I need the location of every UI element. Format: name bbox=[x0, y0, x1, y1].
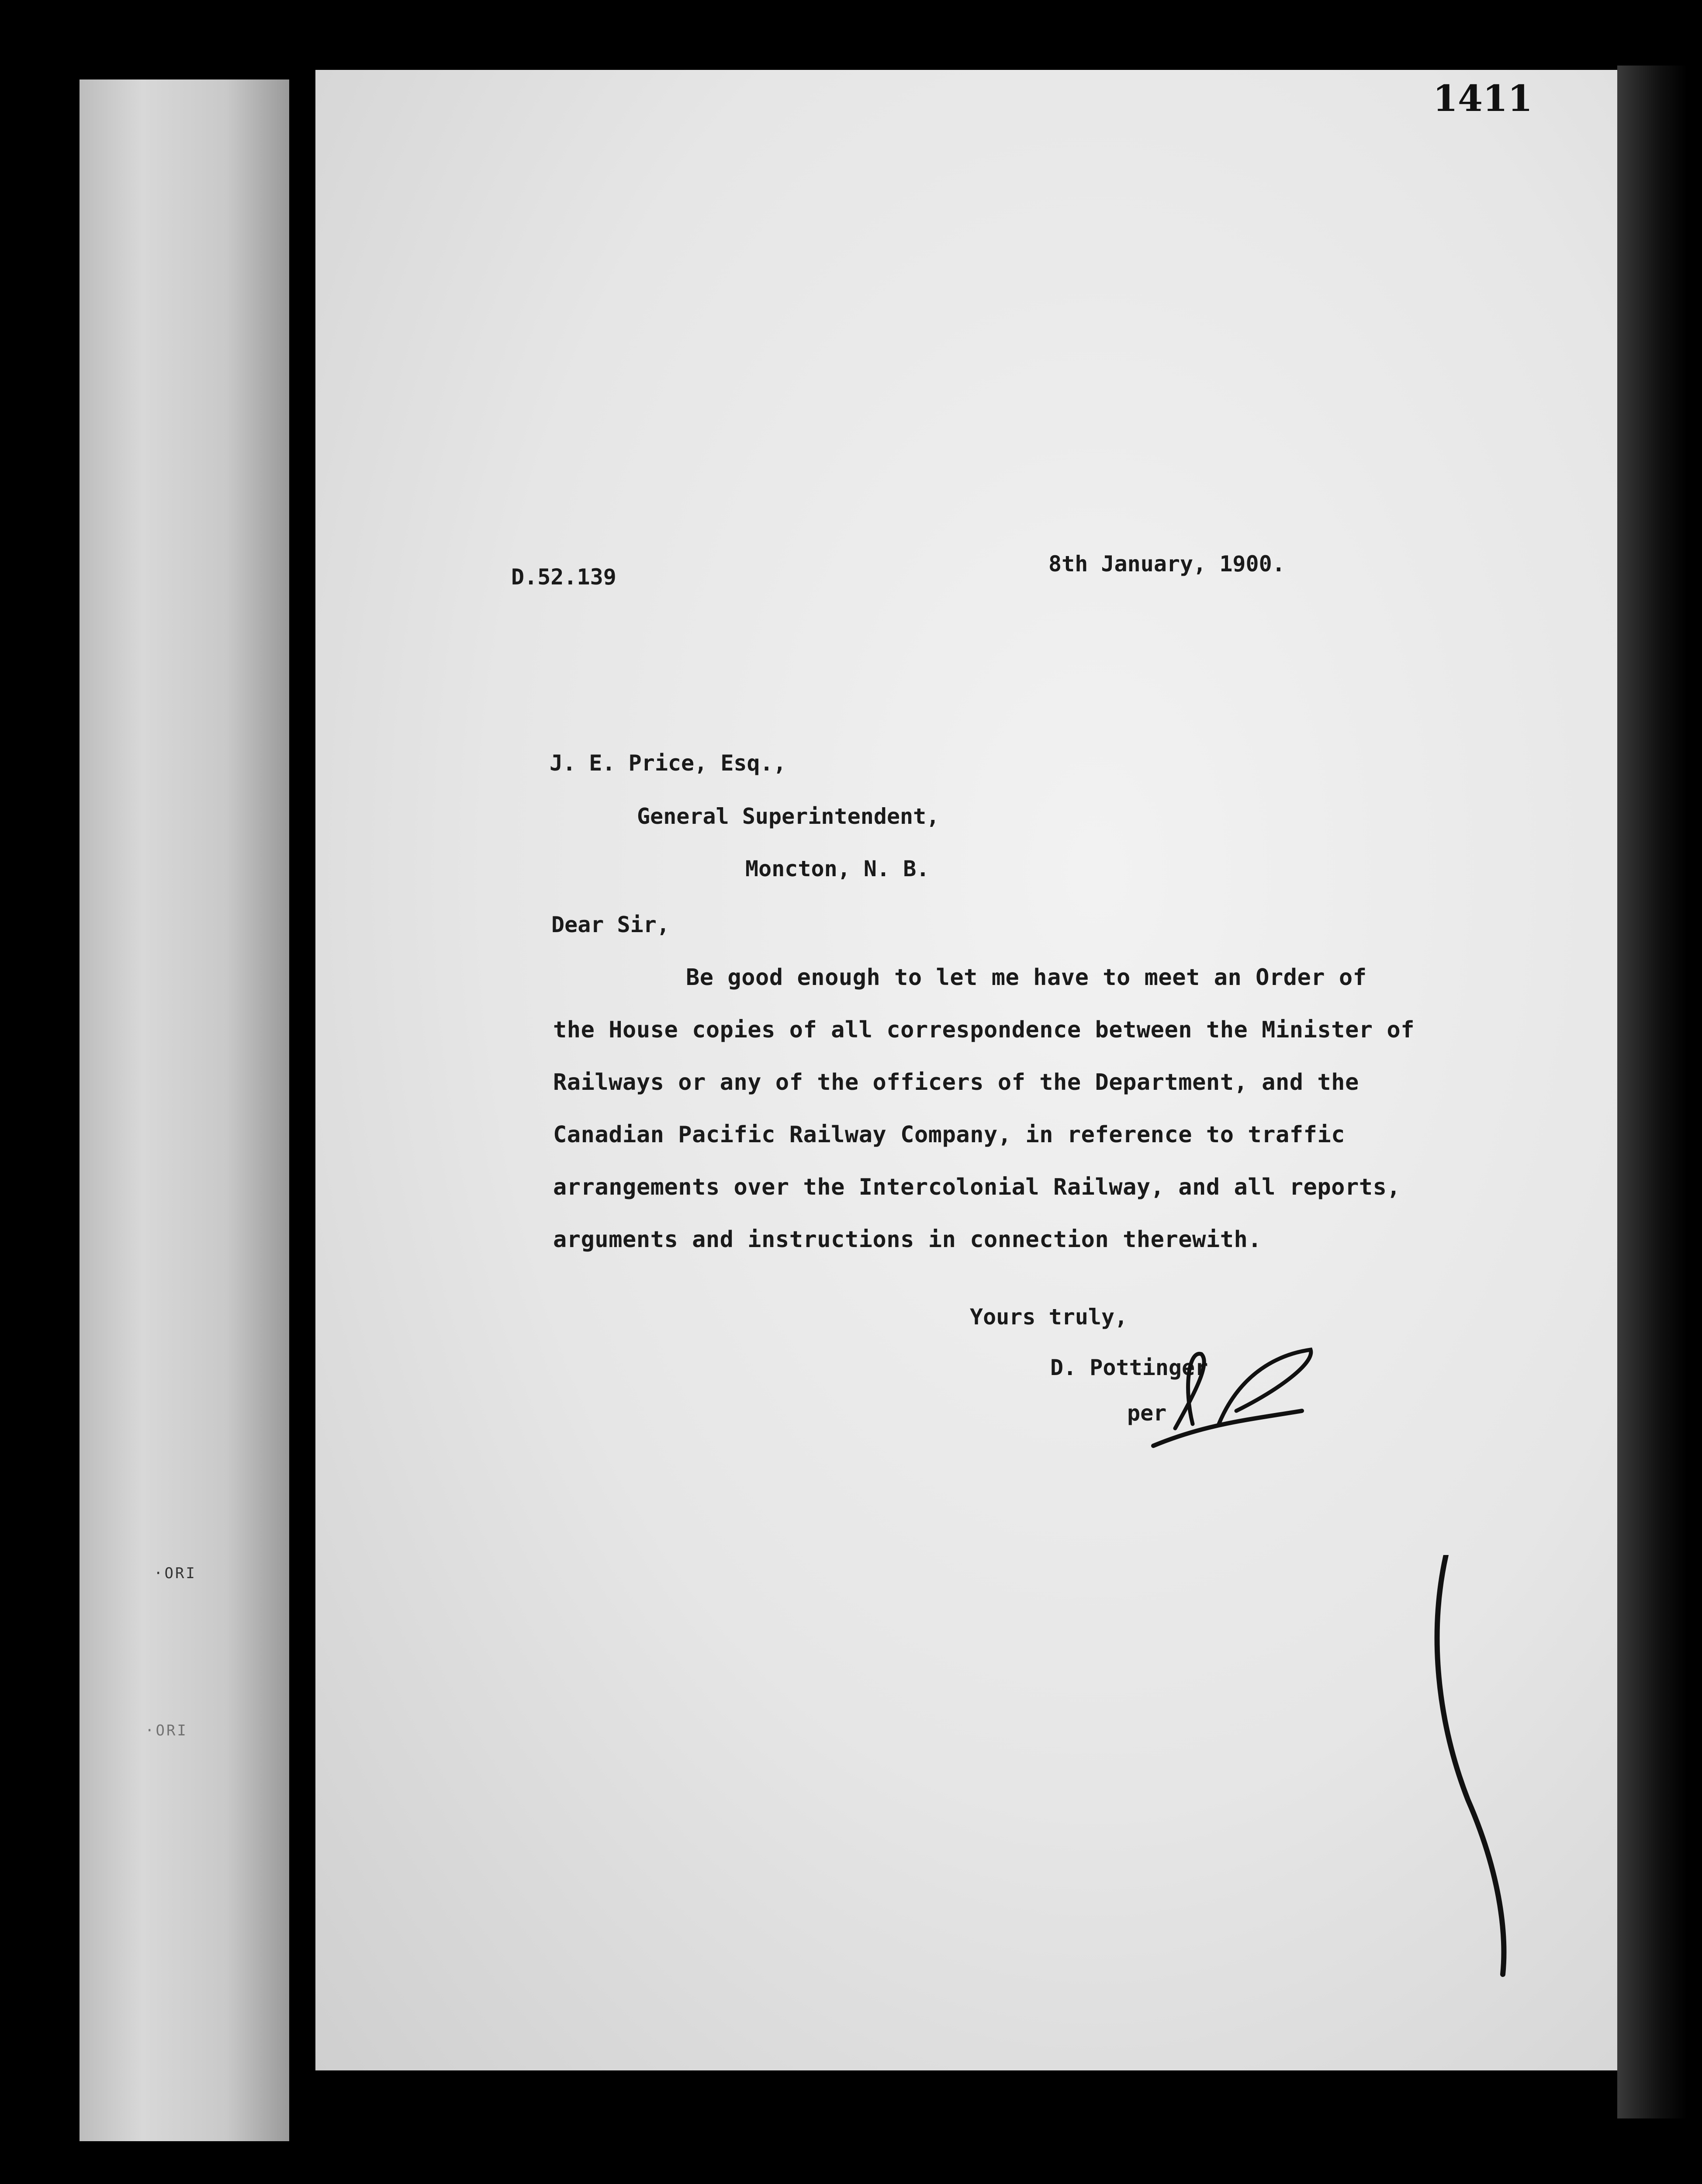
adjacent-page-strip bbox=[80, 79, 289, 2141]
letter-date: 8th January, 1900. bbox=[1048, 551, 1285, 577]
body-line: arguments and instructions in connection therewith. bbox=[553, 1227, 1262, 1253]
page-number: 1411 bbox=[1433, 78, 1533, 120]
body-line: arrangements over the Intercolonial Railway, and all reports, bbox=[553, 1174, 1401, 1200]
strip-mark: ·ORI bbox=[154, 1565, 197, 1582]
closing: Yours truly, bbox=[970, 1304, 1128, 1330]
per-text: per bbox=[1127, 1400, 1167, 1426]
page-shadow bbox=[1617, 66, 1687, 2118]
strip-mark: ·ORI bbox=[145, 1722, 188, 1739]
recipient-name: J. E. Price, Esq., bbox=[550, 750, 786, 776]
body-line: Be good enough to let me have to meet an Order of bbox=[686, 964, 1367, 991]
margin-pencil-stroke bbox=[1420, 1555, 1533, 1983]
recipient-title: General Superintendent, bbox=[637, 804, 940, 829]
body-line: the House copies of all correspondence between the Minister of bbox=[553, 1017, 1415, 1043]
reference-number: D.52.139 bbox=[511, 564, 616, 590]
signatory: D. Pottinger bbox=[1050, 1355, 1208, 1380]
body-line: Railways or any of the officers of the Department, and the bbox=[553, 1069, 1359, 1095]
body-line: Canadian Pacific Railway Company, in reference to traffic bbox=[553, 1122, 1345, 1148]
handwritten-signature bbox=[1136, 1337, 1328, 1476]
salutation: Dear Sir, bbox=[551, 912, 670, 937]
recipient-location: Moncton, N. B. bbox=[745, 856, 930, 881]
